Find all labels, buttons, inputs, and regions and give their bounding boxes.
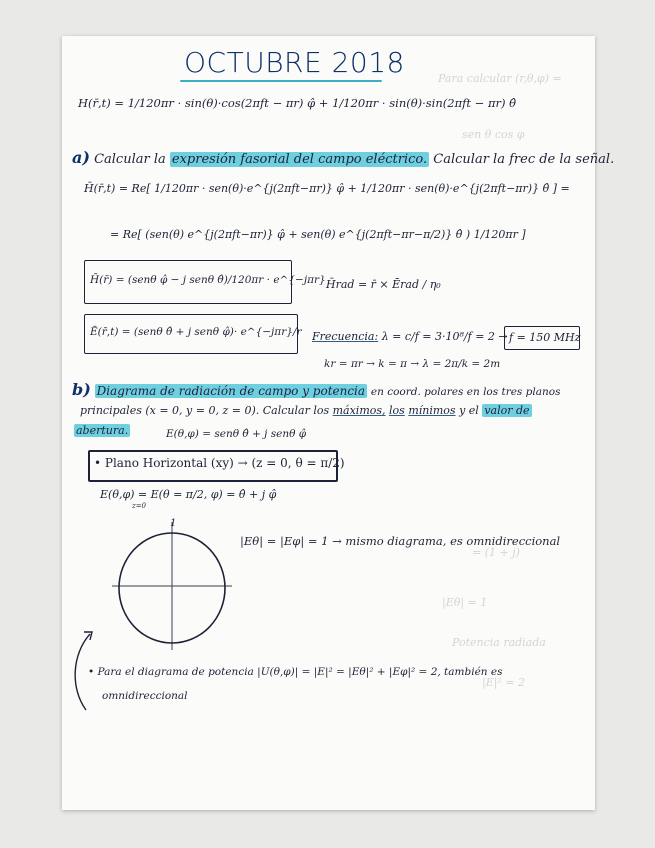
frequency-result: f = 150 MHz bbox=[509, 331, 581, 344]
part-a-rest: Calcular la frec de la señal. bbox=[433, 152, 615, 167]
power-line-1: • Para el diagrama de potencia |U(θ,φ)| = |E|² = |Eθ|² + |Eφ|² = 2, también es bbox=[88, 666, 503, 678]
part-b-highlight: Diagrama de radiación de campo y potencia bbox=[96, 384, 366, 398]
part-a-intro: Calcular la bbox=[94, 152, 166, 167]
abertura-word: abertura. bbox=[76, 424, 129, 437]
equation-a1: H̄(r̄,t) = Re[ 1/120πr · sen(θ)·e^{j(2πft−πr)} φ̂ + 1/120πr · sen(θ)·e^{j(2πft−πr)} θ̂ ] = bbox=[84, 182, 570, 195]
bleed-text: sen θ cos φ bbox=[462, 128, 525, 141]
plane-label: • Plano Horizontal (xy) → (z = 0, θ = π/2) bbox=[94, 456, 345, 470]
magnitude-equation: |Eθ| = |Eφ| = 1 → mismo diagrama, es omnidireccional bbox=[240, 534, 561, 548]
result-e: Ē(r̄,t) = (senθ θ̂ + j senθ φ̂)· e^{−jπr}/r bbox=[90, 326, 302, 338]
los-word: los bbox=[389, 404, 405, 417]
part-b-heading bbox=[72, 380, 560, 399]
equation-hrad: H̄rad = r̄ × Ērad / η₀ bbox=[326, 278, 441, 291]
maximos-word: máximos, bbox=[332, 404, 386, 417]
equation-h: H(r̄,t) = 1/120πr · sin(θ)·cos(2πft − πr) φ̂ + 1/120πr · sin(θ)·sin(2πft − πr) θ̂ bbox=[78, 96, 517, 110]
wavenumber-equation: kr = πr → k = π → λ = 2π/k = 2m bbox=[324, 358, 501, 370]
bleed-text: |E|² = 2 bbox=[482, 676, 526, 689]
e-plane-equation: E(θ,φ) = E(θ = π/2, φ) = θ̂ + j φ̂ bbox=[100, 488, 277, 501]
frequency-line bbox=[312, 330, 508, 343]
part-b-line2 bbox=[80, 404, 532, 417]
result-h: H̄(r̄) = (senθ φ̂ − j senθ θ̂)/120πr · e^{−jπr} bbox=[90, 274, 326, 286]
part-b-line3 bbox=[74, 424, 130, 437]
e-plane-subscript: z=0 bbox=[132, 502, 147, 510]
page-title: OCTUBRE 2018 bbox=[184, 46, 405, 79]
part-b-line2-text: principales (x = 0, y = 0, z = 0). Calcular los bbox=[80, 404, 330, 417]
bleed-text: Potencia radiada bbox=[452, 636, 546, 649]
part-b-label: b) bbox=[72, 380, 91, 399]
minimos-word: mínimos bbox=[408, 404, 456, 417]
part-a-highlight: expresión fasorial del campo eléctrico. bbox=[171, 152, 428, 167]
e-field-equation: E(θ,φ) = senθ θ̂ + j senθ φ̂ bbox=[166, 428, 307, 440]
valor-de-word: valor de bbox=[484, 404, 530, 417]
bleed-text: = (1 + j) bbox=[472, 546, 520, 559]
equation-a2: = Re[ (sen(θ) e^{j(2πft−πr)} φ̂ + sen(θ) e^{j(2πft−πr−π/2)} θ̂ ) 1/120πr ] bbox=[110, 228, 526, 241]
bleed-text: Para calcular (r,θ,φ) = bbox=[438, 72, 562, 85]
frequency-label: Frecuencia: bbox=[312, 330, 379, 343]
y-el-word: y el bbox=[459, 404, 479, 417]
bleed-text: |Eθ| = 1 bbox=[442, 596, 488, 609]
power-line-2: omnidireccional bbox=[102, 690, 188, 702]
title-underline bbox=[180, 80, 382, 82]
frequency-equation: λ = c/f = 3·10⁸/f = 2 → bbox=[381, 330, 508, 343]
axis-label-1: 1 bbox=[170, 518, 177, 529]
part-a-label: a) bbox=[72, 148, 90, 167]
part-b-rest: en coord. polares en los tres planos bbox=[370, 386, 561, 398]
part-a-heading bbox=[72, 148, 614, 167]
radiation-diagram bbox=[102, 516, 242, 656]
notebook-page bbox=[62, 36, 615, 810]
